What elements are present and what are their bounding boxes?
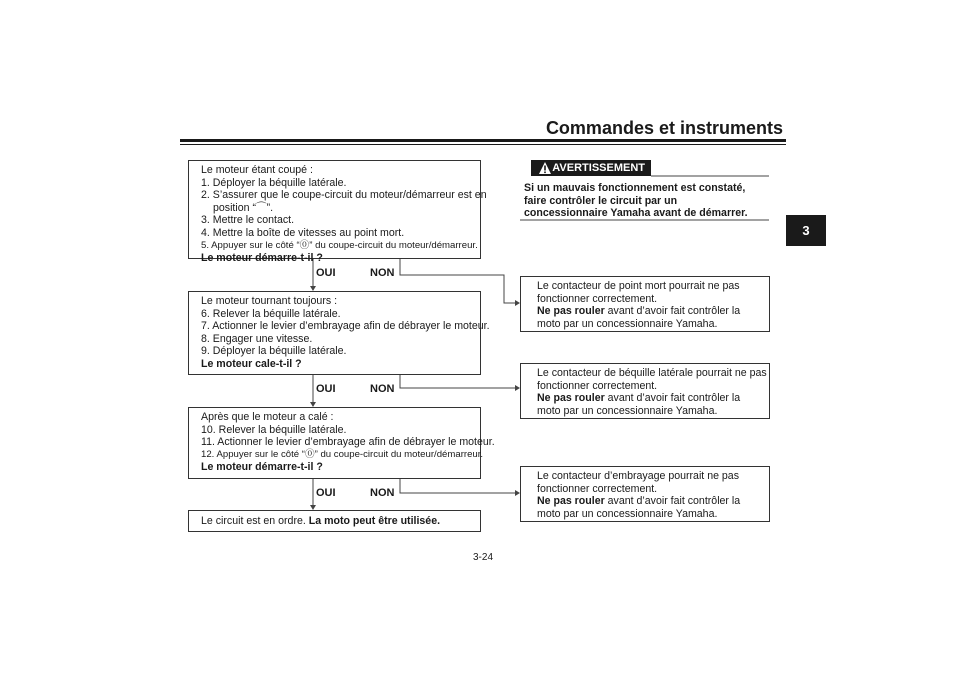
result-line: moto par un concessionnaire Yamaha. <box>537 404 718 417</box>
step-line: 3. Mettre le contact. <box>201 214 295 227</box>
result-bold: Ne pas rouler <box>537 305 605 318</box>
question: Le moteur démarre-t-il ? <box>201 252 323 265</box>
step-line: 2. S’assurer que le coupe-circuit du moteur/démarreur est en <box>201 189 487 202</box>
result-line: fonctionner correctement. <box>537 379 658 392</box>
result-line: Le contacteur de point mort pourrait ne pas <box>537 280 740 292</box>
page-number: 3-24 <box>473 552 494 563</box>
step-line: 7. Actionner le levier d’embrayage afin de débrayer le moteur. <box>201 320 490 333</box>
step-line: Le moteur étant coupé : <box>201 164 313 176</box>
result-text: Le circuit est en ordre. <box>201 515 306 527</box>
result-line: Le contacteur d’embrayage pourrait ne pas <box>537 470 739 482</box>
result-line: moto par un concessionnaire Yamaha. <box>537 507 718 520</box>
step-line: 4. Mettre la boîte de vitesses au point mort. <box>201 226 405 239</box>
question: Le moteur démarre-t-il ? <box>201 461 323 474</box>
step-line: 1. Déployer la béquille latérale. <box>201 176 347 189</box>
result-bold: Ne pas rouler <box>537 392 605 405</box>
step-box-2 <box>188 291 490 375</box>
warning-badge: AVERTISSEMENT <box>531 160 651 176</box>
page-title: Commandes et instruments <box>545 118 783 138</box>
no-label: NON <box>370 267 395 279</box>
step-box-4 <box>188 510 481 532</box>
warning-text <box>524 182 748 220</box>
no-label: NON <box>370 487 395 499</box>
warning-line: faire contrôler le circuit par un <box>524 194 678 207</box>
step-box-3 <box>188 407 495 479</box>
step-line: Le moteur tournant toujours : <box>201 295 338 307</box>
step-line: 12. Appuyer sur le côté “⓪” du coupe-circuit du moteur/démarreur. <box>201 448 484 460</box>
step-line: 10. Relever la béquille latérale. <box>201 423 347 436</box>
result-bold: La moto peut être utilisée. <box>308 515 441 527</box>
step-line: 6. Relever la béquille latérale. <box>201 307 341 320</box>
step-line: 5. Appuyer sur le côté “⓪” du coupe-circuit du moteur/démarreur. <box>201 239 478 251</box>
result-box-neutral <box>520 276 770 332</box>
step-line: 11. Actionner le levier d’embrayage afin de débrayer le moteur. <box>201 436 495 449</box>
no-label: NON <box>370 383 395 395</box>
warning-icon <box>537 160 553 176</box>
result-line: fonctionner correctement. <box>537 292 658 305</box>
yes-label: OUI <box>316 383 336 395</box>
step-line: position “⌒”. <box>213 201 274 214</box>
question: Le moteur cale-t-il ? <box>201 357 302 370</box>
chapter-tab: 3 <box>786 215 826 246</box>
step-line: 8. Engager une vitesse. <box>201 332 313 345</box>
result-box-sidestand <box>520 363 770 419</box>
step-line: 9. Déployer la béquille latérale. <box>201 345 347 358</box>
step-box-1 <box>188 160 487 265</box>
result-line: avant d’avoir fait contrôler la <box>604 495 741 508</box>
result-bold: Ne pas rouler <box>537 495 605 508</box>
warning-line: Si un mauvais fonctionnement est constaté, <box>524 182 746 194</box>
result-line: fonctionner correctement. <box>537 482 658 495</box>
step-line: Après que le moteur a calé : <box>201 411 334 423</box>
result-box-clutch <box>520 466 770 522</box>
result-line: Le contacteur de béquille latérale pourrait ne pas <box>537 367 767 379</box>
warning-line: concessionnaire Yamaha avant de démarrer. <box>524 207 748 219</box>
yes-label: OUI <box>316 267 336 279</box>
result-line: moto par un concessionnaire Yamaha. <box>537 317 718 330</box>
result-line: avant d’avoir fait contrôler la <box>604 392 741 405</box>
yes-label: OUI <box>316 487 336 499</box>
result-line: avant d’avoir fait contrôler la <box>604 305 741 318</box>
